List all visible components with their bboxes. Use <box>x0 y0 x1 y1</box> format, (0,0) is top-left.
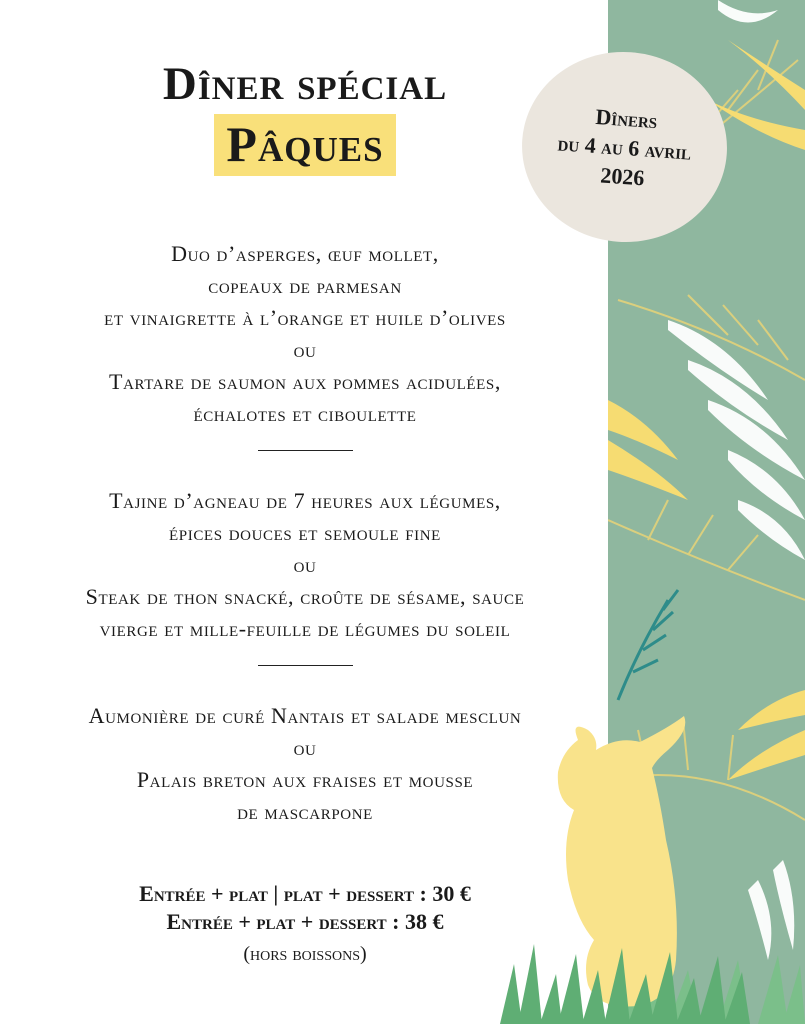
plat-line: vierge et mille-feuille de légumes du soleil <box>99 616 511 641</box>
section-divider <box>258 450 353 451</box>
dessert-line: de mascarpone <box>237 799 373 824</box>
entree-line: Tartare de saumon aux pommes acidulées, <box>109 369 501 394</box>
price-block <box>0 880 610 970</box>
title-line-2: Pâques <box>214 114 395 176</box>
menu-courses <box>0 238 610 828</box>
title-line-1: Dîner spécial <box>162 58 448 110</box>
dessert-line: ou <box>293 735 317 760</box>
dessert-line: Palais breton aux fraises et mousse <box>136 767 474 792</box>
price-line-1: Entrée + plat | plat + dessert : 30 € <box>139 881 471 906</box>
badge-line-1: Dîners <box>594 103 659 133</box>
plats-section <box>0 485 610 645</box>
price-line-2: Entrée + plat + dessert : 38 € <box>166 909 444 934</box>
entrees-section <box>0 238 610 430</box>
plat-line: Tajine d’agneau de 7 heures aux légumes, <box>109 488 501 513</box>
entree-line: et vinaigrette à l’orange et huile d’olives <box>104 305 506 330</box>
dessert-line: Aumonière de curé Nantais et salade mesclun <box>88 703 522 728</box>
badge-line-3: 2026 <box>599 161 646 190</box>
plat-line: ou <box>293 552 317 577</box>
plat-line: épices douces et semoule fine <box>169 520 441 545</box>
desserts-section <box>0 700 610 828</box>
section-divider <box>258 665 353 666</box>
menu-title <box>0 56 610 176</box>
plat-line: Steak de thon snacké, croûte de sésame, sauce <box>85 584 525 609</box>
badge-line-2: du 4 au 6 avril <box>556 129 693 165</box>
entree-line: ou <box>293 337 317 362</box>
entree-line: copeaux de parmesan <box>208 273 402 298</box>
entree-line: Duo d’asperges, œuf mollet, <box>171 241 439 266</box>
entree-line: échalotes et ciboulette <box>193 401 417 426</box>
drinks-note: (hors boissons) <box>243 943 367 965</box>
